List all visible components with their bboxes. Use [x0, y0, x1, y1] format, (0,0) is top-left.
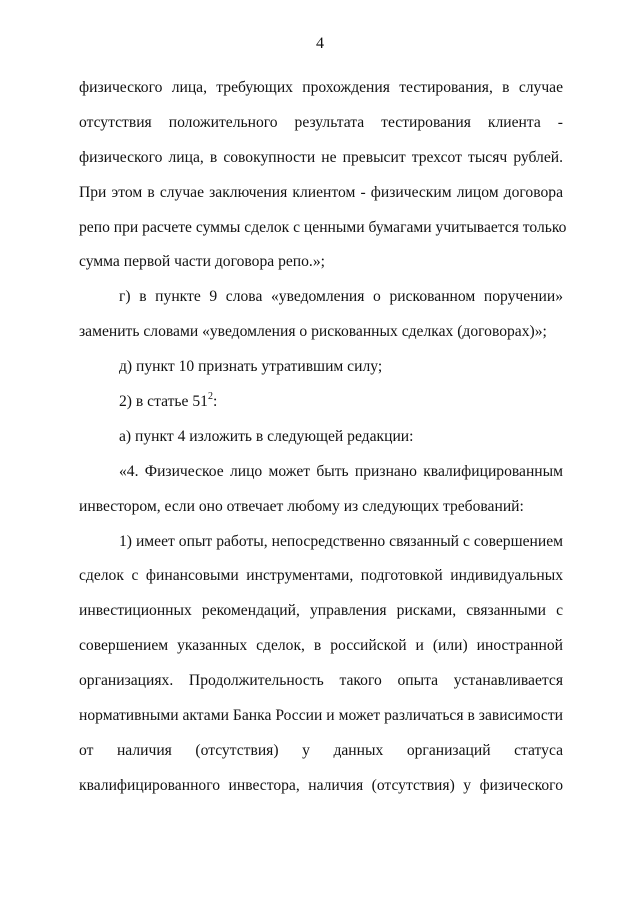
- text-line: квалифицированного инвестора, наличия (отсутствия) у физического: [79, 776, 563, 794]
- text-line: инвестором, если оно отвечает любому из следующих требований:: [79, 497, 524, 515]
- text-line: совершением указанных сделок, в российской и (или) иностранной: [79, 637, 563, 655]
- text-fragment: :: [212, 393, 218, 411]
- paragraph-first-line: г) в пункте 9 слова «уведомления о рискованном поручении»: [119, 288, 563, 306]
- text-line: При этом в случае заключения клиентом - физическим лицом договора: [79, 183, 563, 201]
- text-line: отсутствия положительного результата тестирования клиента -: [79, 113, 563, 131]
- paragraph-first-line: 1) имеет опыт работы, непосредственно связанный с совершением: [119, 532, 563, 550]
- paragraph-first-line: а) пункт 4 изложить в следующей редакции:: [119, 427, 414, 445]
- paragraph-first-line: [79, 385, 563, 420]
- paragraph-first-line: д) пункт 10 признать утратившим силу;: [119, 358, 383, 376]
- text-line: организациях. Продолжительность такого опыта устанавливается: [79, 672, 563, 690]
- document-body: [79, 71, 567, 804]
- text-line: нормативными актами Банка России и может различаться в зависимости: [79, 707, 563, 725]
- text-line: сделок с финансовыми инструментами, подготовкой индивидуальных: [79, 567, 563, 585]
- text-line: от наличия (отсутствия) у данных организаций статуса: [79, 741, 563, 759]
- superscript: 2: [207, 390, 213, 402]
- text-fragment: 2) в статье 51: [119, 393, 208, 411]
- text-line: физического лица, требующих прохождения тестирования, в случае: [79, 79, 563, 96]
- page-number: 4: [316, 35, 324, 52]
- text-line: репо при расчете суммы сделок с ценными бумагами учитывается только: [79, 218, 567, 236]
- paragraph-first-line: «4. Физическое лицо может быть признано квалифицированным: [119, 462, 563, 480]
- text-line: заменить словами «уведомления о рискованных сделках (договорах)»;: [79, 323, 547, 341]
- text-line: инвестиционных рекомендаций, управления рисками, связанными с: [79, 602, 563, 620]
- text-line: сумма первой части договора репо.»;: [79, 253, 325, 271]
- text-line: физического лица, в совокупности не превысит трехсот тысяч рублей.: [79, 148, 563, 166]
